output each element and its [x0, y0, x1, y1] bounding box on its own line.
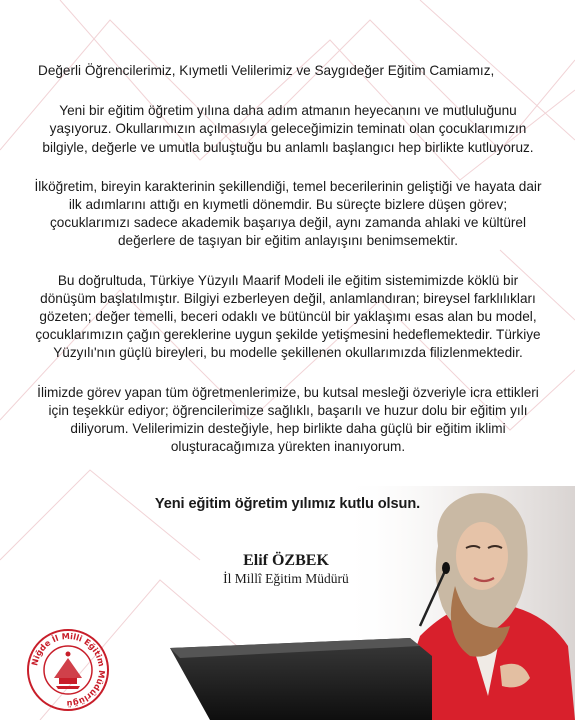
closing-line: Yeni eğitim öğretim yılımız kutlu olsun.: [154, 496, 421, 512]
letter-paragraph-2: İlköğretim, bireyin karakterinin şekillendiği, temel becerilerinin geliştiği ve hayata dair ilk adımlarını attığı en kıymetli dönemdir. Bu süreçte bizlere düşen görev; çocuklarımızı sadece akademik başarıya değil, aynı zamanda ahlaki ve kültürel değerlere de taşıyan bir eğitim anlayışını benimsemektir.: [34, 178, 542, 249]
letter-body: [28, 62, 548, 477]
letter-paragraph-4: İlimizde görev yapan tüm öğretmenlerimize, bu kutsal mesleği özveriyle icra ettikleri için teşekkür ediyor; öğrencilerimize sağlıklı, başarılı ve huzur dolu bir eğitim yılı diliyorum. Velilerimizin desteğiyle, hep birlikte daha güçlü bir eğitim iklimi oluşturacağımıza yürekten inanıyorum.: [37, 384, 539, 455]
signature-name: Elif ÖZBEK: [243, 552, 329, 569]
photo-portrait: [170, 486, 575, 720]
seal-logo: [26, 628, 110, 712]
seal-text: Niğde İl Milli Eğitim Müdürlüğü: [29, 630, 108, 710]
signature-title: İl Millî Eğitim Müdürü: [223, 571, 349, 586]
letter-paragraph-1: Yeni bir eğitim öğretim yılına daha adım atmanın heyecanını ve mutluluğunu yaşıyoruz. Okullarımızın açılmasıyla geleceğimizin teminatı olan çocuklarımızın bilgiyle, değerle ve umutla buluştuğu bu anlamlı başlangıcı hep birlikte kutluyoruz.: [42, 103, 534, 155]
signature-block: [196, 552, 376, 587]
letter-paragraph-3: Bu doğrultuda, Türkiye Yüzyılı Maarif Modeli ile eğitim sistemimizde köklü bir dönüşüm başlatılmıştır. Bilgiyi ezberleyen değil, anlamlandıran; bireysel farklılıkları gözeten; değer temelli, beceri odaklı ve bütüncül bir yaklaşımı esas alan bu model, çocuklarımızın çağın gereklerine uygun şekilde yetişmesini hedeflemektedir. Türkiye Yüzyılı'nın güçlü bireyleri, bu modelle şekillenen okullarımızda filizlenmektedir.: [35, 272, 541, 361]
letter-greeting: Değerli Öğrencilerimiz, Kıymetli Velilerimiz ve Saygıdeğer Eğitim Camiamız,: [38, 63, 495, 78]
